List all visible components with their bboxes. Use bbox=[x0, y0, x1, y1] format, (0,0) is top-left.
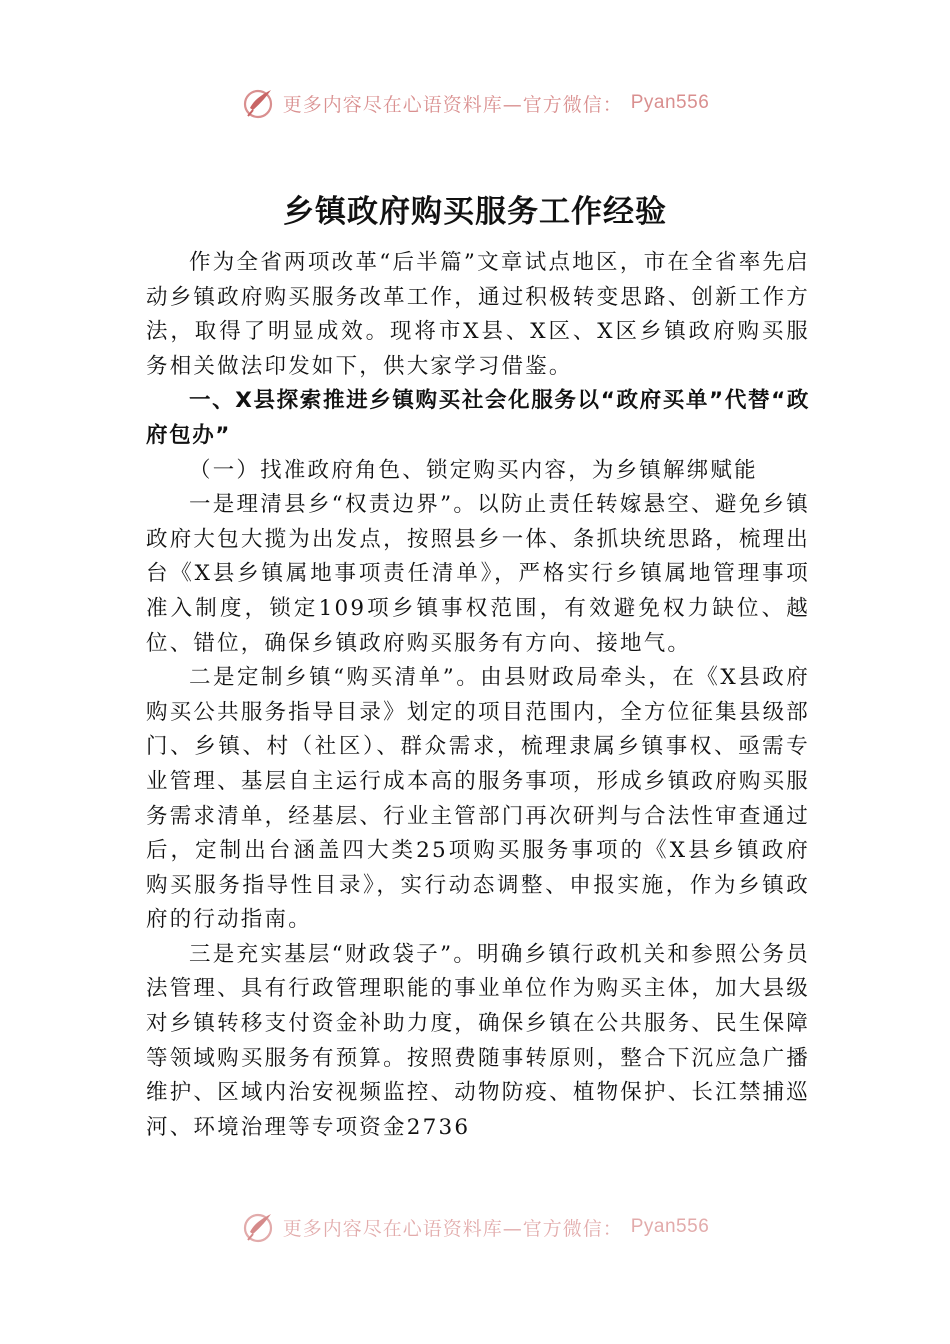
watermark-header bbox=[0, 86, 950, 120]
body-paragraph: 三是充实基层“财政袋子”。明确乡镇行政机关和参照公务员法管理、具有行政管理职能的事业单位作为购买主体，加大县级对乡镇转移支付资金补助力度，确保乡镇在公共服务、民生保障等领域购买服务有预算。按照费随事转原则，整合下沉应急广播维护、区域内治安视频监控、动物防疫、植物保护、长江禁捕巡河、环境治理等专项资金2736 bbox=[146, 941, 810, 1140]
watermark-wechat-id: Pyan556 bbox=[630, 1216, 710, 1237]
quill-seal-logo-icon bbox=[241, 86, 275, 120]
section-heading-1: 一、X县探索推进乡镇购买社会化服务以“政府买单”代替“政府包办” bbox=[146, 388, 810, 448]
watermark-text: 更多内容尽在心语资料库—官方微信： bbox=[282, 1217, 623, 1240]
watermark-footer bbox=[0, 1210, 950, 1244]
document-body bbox=[146, 246, 810, 1216]
body-paragraph: 二是定制乡镇“购买清单”。由县财政局牵头，在《X县政府购买公共服务指导目录》划定的项目范围内，全方位征集县级部门、乡镇、村（社区）、群众需求，梳理隶属乡镇事权、亟需专业管理、基层自主运行成本高的服务事项，形成乡镇政府购买服务需求清单，经基层、行业主管部门再次研判与合法性审查通过后，定制出台涵盖四大类25项购买服务事项的《X县乡镇政府购买服务指导性目录》，实行动态调整、申报实施，作为乡镇政府的行动指南。 bbox=[146, 665, 810, 933]
document-title: 乡镇政府购买服务工作经验 bbox=[283, 194, 667, 230]
subsection-heading-1: （一）找准政府角色、锁定购买内容，为乡镇解绑赋能 bbox=[189, 457, 758, 483]
quill-seal-logo-icon bbox=[241, 1210, 275, 1244]
body-paragraph: 一是理清县乡“权责边界”。以防止责任转嫁悬空、避免乡镇政府大包大揽为出发点，按照县乡一体、条抓块统思路，梳理出台《X县乡镇属地事项责任清单》，严格实行乡镇属地管理事项准入制度，锁定109项乡镇事权范围，有效避免权力缺位、越位、错位，确保乡镇政府购买服务有方向、接地气。 bbox=[146, 492, 810, 656]
watermark-wechat-id: Pyan556 bbox=[630, 92, 710, 113]
intro-paragraph: 作为全省两项改革“后半篇”文章试点地区，市在全省率先启动乡镇政府购买服务改革工作，通过积极转变思路、创新工作方法，取得了明显成效。现将市X县、X区、X区乡镇政府购买服务相关做法印发如下，供大家学习借鉴。 bbox=[146, 250, 810, 379]
watermark-text: 更多内容尽在心语资料库—官方微信： bbox=[282, 93, 623, 116]
